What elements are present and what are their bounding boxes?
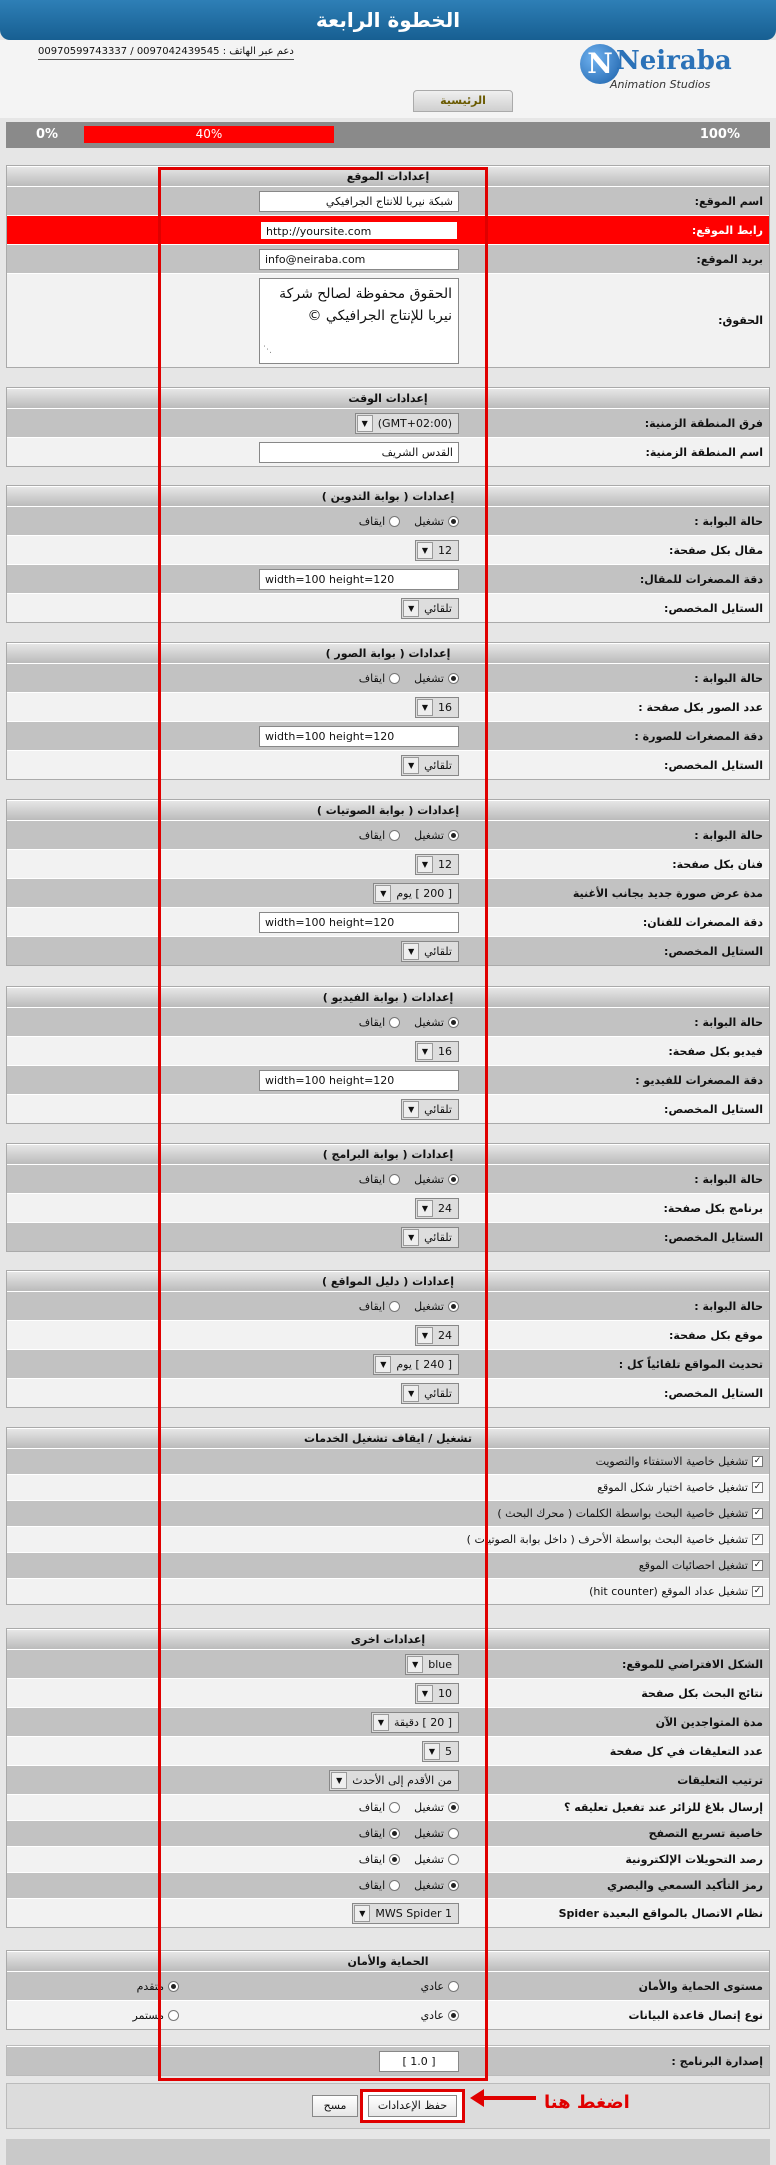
- comments-label: عدد التعليقات في كل صفحة: [609, 1745, 763, 1758]
- site-settings-section: [6, 165, 770, 368]
- chevron-down-icon: ▼: [424, 1743, 440, 1760]
- chevron-down-icon: ▼: [357, 415, 373, 432]
- select-value: تلقائي: [424, 945, 452, 958]
- programs-per-page-row: [7, 1193, 769, 1222]
- timezone-name-input[interactable]: القدس الشريف: [259, 442, 459, 463]
- images-settings-section: [6, 642, 770, 780]
- chevron-down-icon: ▼: [403, 943, 419, 960]
- chevron-down-icon: ▼: [417, 1327, 433, 1344]
- radio-label: تشغيل: [414, 1300, 444, 1313]
- service-checkbox[interactable]: [467, 1529, 763, 1550]
- blog-style-row: [7, 593, 769, 622]
- select-value: 16: [438, 1045, 452, 1058]
- captcha-row: [7, 1872, 769, 1898]
- audio-duration-row: [7, 878, 769, 907]
- radio-label: تشغيل: [414, 1016, 444, 1029]
- logo-icon: N: [580, 44, 620, 84]
- links-style-row: [7, 1378, 769, 1407]
- results-row: [7, 1678, 769, 1707]
- notify-row: [7, 1794, 769, 1820]
- images-per-page-row: [7, 692, 769, 721]
- status-label: حالة البوابة :: [694, 515, 763, 528]
- select-value: تلقائي: [424, 1231, 452, 1244]
- checkbox-label: تشغيل خاصية البحث بواسطة الأحرف ( داخل بوابة الصوتيات ): [466, 1533, 748, 1546]
- logo-subtitle: Animation Studios: [610, 78, 711, 91]
- update-select[interactable]: [373, 1354, 459, 1375]
- radio-icon: [448, 1828, 459, 1839]
- transfers-off-radio[interactable]: [359, 1853, 400, 1866]
- timezone-value: (GMT+02:00): [377, 417, 452, 430]
- site-url-row: [7, 215, 769, 244]
- radio-icon: [389, 673, 400, 684]
- online-select[interactable]: [371, 1712, 459, 1733]
- order-label: ترتيب التعليقات: [677, 1774, 763, 1787]
- logo-name: Neiraba: [616, 46, 732, 76]
- chevron-down-icon: ▼: [375, 1356, 391, 1373]
- radio-icon: [168, 2010, 179, 2021]
- select-value: blue: [428, 1658, 452, 1671]
- radio-icon: [389, 1174, 400, 1185]
- duration-label: مدة عرض صورة جديد بجانب الأغنية: [572, 887, 763, 900]
- programs-settings-section: [6, 1143, 770, 1252]
- checkmark-icon: ✓: [753, 1586, 762, 1596]
- radio-label: ايقاف: [358, 1853, 386, 1866]
- chevron-down-icon: ▼: [407, 1656, 423, 1673]
- site-email-label: بريد الموقع:: [696, 253, 763, 266]
- per-page-label: مقال بكل صفحة:: [669, 544, 763, 557]
- service-row: [7, 1552, 769, 1578]
- version-label: إصدارة البرنامج :: [671, 2055, 763, 2068]
- captcha-off-radio[interactable]: [359, 1879, 400, 1892]
- footer-bar: [6, 2139, 770, 2165]
- service-checkbox[interactable]: [639, 1555, 763, 1576]
- captcha-label: رمز التأكيد السمعي والبصري: [606, 1879, 763, 1892]
- notify-on-radio[interactable]: [414, 1801, 459, 1814]
- version-row: [7, 2046, 769, 2075]
- radio-icon: [448, 1301, 459, 1312]
- timezone-select[interactable]: [355, 413, 459, 434]
- radio-icon: [389, 516, 400, 527]
- links-update-row: [7, 1349, 769, 1378]
- radio-icon: [448, 830, 459, 841]
- style-label: الستايل المخصص:: [664, 945, 763, 958]
- chevron-down-icon: ▼: [403, 1229, 419, 1246]
- chevron-down-icon: ▼: [354, 1905, 370, 1922]
- style-select[interactable]: [401, 1227, 459, 1248]
- radio-label: ايقاف: [358, 1827, 386, 1840]
- order-select[interactable]: [329, 1770, 459, 1791]
- video-thumb-row: [7, 1065, 769, 1094]
- site-url-input[interactable]: http://yoursite.com: [259, 220, 459, 241]
- radio-icon: [389, 1880, 400, 1891]
- style-label: الستايل المخصص:: [664, 759, 763, 772]
- video-style-row: [7, 1094, 769, 1123]
- radio-icon: [448, 516, 459, 527]
- site-rights-row: [7, 273, 769, 367]
- radio-label: ايقاف: [358, 1801, 386, 1814]
- clear-button[interactable]: مسح: [312, 2095, 358, 2117]
- site-url-label: رابط الموقع:: [691, 224, 763, 237]
- db-row: [7, 2000, 769, 2029]
- chevron-down-icon: ▼: [403, 1385, 419, 1402]
- select-value: 5: [445, 1745, 452, 1758]
- radio-label: عادي: [420, 1980, 444, 1993]
- programs-style-row: [7, 1222, 769, 1251]
- radio-icon: [448, 673, 459, 684]
- thumb-label: دقة المصغرات للمقال:: [639, 573, 763, 586]
- select-value: MWS Spider 1: [375, 1907, 452, 1920]
- service-checkbox[interactable]: [497, 1503, 763, 1524]
- radio-icon: [448, 2010, 459, 2021]
- theme-label: الشكل الافتراضي للموقع:: [621, 1658, 763, 1671]
- select-value: 12: [438, 858, 452, 871]
- blog-per-page-row: [7, 535, 769, 564]
- chevron-down-icon: ▼: [373, 1714, 389, 1731]
- style-label: الستايل المخصص:: [664, 1387, 763, 1400]
- chevron-down-icon: ▼: [417, 1200, 433, 1217]
- service-row: [7, 1500, 769, 1526]
- db-label: نوع إتصال قاعدة البيانات: [628, 2009, 763, 2022]
- section-header: تشغيل / ايقاف تشغيل الخدمات: [7, 1428, 769, 1448]
- theme-select[interactable]: [405, 1654, 459, 1675]
- style-select[interactable]: [401, 1099, 459, 1120]
- site-name-input[interactable]: شبكة نيربا للانتاج الجرافيكي: [259, 191, 459, 212]
- security-level-row: [7, 1971, 769, 2000]
- radio-label: ايقاف: [358, 515, 386, 528]
- radio-label: ايقاف: [358, 672, 386, 685]
- select-value: 24: [438, 1329, 452, 1342]
- audio-per-page-row: [7, 849, 769, 878]
- security-advanced-radio[interactable]: [137, 1976, 179, 1997]
- service-checkbox[interactable]: [597, 1477, 763, 1498]
- audio-style-row: [7, 936, 769, 965]
- images-style-row: [7, 750, 769, 779]
- header: [0, 40, 776, 118]
- captcha-on-radio[interactable]: [414, 1879, 459, 1892]
- per-page-select[interactable]: [415, 697, 459, 718]
- timezone-name-row: [7, 437, 769, 466]
- speed-off-radio[interactable]: [359, 1827, 400, 1840]
- comments-select[interactable]: [422, 1741, 459, 1762]
- spider-select[interactable]: [352, 1903, 459, 1924]
- links-status-row: [7, 1291, 769, 1320]
- service-row: [7, 1526, 769, 1552]
- audio-status-row: [7, 820, 769, 849]
- spider-label: نظام الاتصال بالمواقع البعيدة Spider: [558, 1907, 763, 1920]
- site-email-input[interactable]: info@neiraba.com: [259, 249, 459, 270]
- blog-thumb-row: [7, 564, 769, 593]
- radio-icon: [389, 1802, 400, 1813]
- other-settings-section: [6, 1628, 770, 1928]
- site-rights-label: الحقوق:: [718, 314, 763, 327]
- per-page-label: فنان بكل صفحة:: [672, 858, 763, 871]
- chevron-down-icon: ▼: [417, 542, 433, 559]
- style-select[interactable]: [401, 1383, 459, 1404]
- select-value: من الأقدم إلى الأحدث: [352, 1774, 452, 1787]
- service-checkbox[interactable]: [589, 1581, 763, 1602]
- radio-icon: [389, 1017, 400, 1028]
- radio-label: عادي: [420, 2009, 444, 2022]
- radio-label: تشغيل: [414, 1801, 444, 1814]
- checkbox-label: تشغيل خاصية البحث بواسطة الكلمات ( محرك البحث ): [497, 1507, 748, 1520]
- chevron-down-icon: ▼: [403, 757, 419, 774]
- status-label: حالة البوابة :: [694, 672, 763, 685]
- notify-off-radio[interactable]: [359, 1801, 400, 1814]
- radio-icon: [448, 1981, 459, 1992]
- chevron-down-icon: ▼: [417, 699, 433, 716]
- radio-label: تشغيل: [414, 1879, 444, 1892]
- video-per-page-row: [7, 1036, 769, 1065]
- resize-grip-icon[interactable]: ⋰: [263, 345, 272, 355]
- links-settings-section: [6, 1270, 770, 1408]
- select-value: 12: [438, 544, 452, 557]
- images-status-row: [7, 663, 769, 692]
- status-off-radio[interactable]: [359, 829, 400, 842]
- radio-label: مستمر: [132, 2009, 164, 2022]
- select-value: [ 240 ] يوم: [396, 1358, 452, 1371]
- section-header: إعدادات الموقع: [7, 166, 769, 186]
- status-on-radio[interactable]: [414, 1173, 459, 1186]
- images-thumb-row: [7, 721, 769, 750]
- thumb-input[interactable]: width=100 height=120: [259, 726, 459, 747]
- transfers-row: [7, 1846, 769, 1872]
- per-page-label: موقع بكل صفحة:: [669, 1329, 763, 1342]
- radio-label: تشغيل: [414, 829, 444, 842]
- checkbox-label: تشغيل احصائيات الموقع: [638, 1559, 748, 1572]
- thumb-label: دقة المصغرات للفنان:: [642, 916, 763, 929]
- site-email-row: [7, 244, 769, 273]
- checkmark-icon: ✓: [753, 1534, 762, 1544]
- radio-label: تشغيل: [414, 1173, 444, 1186]
- blog-settings-section: [6, 485, 770, 623]
- select-value: 10: [438, 1687, 452, 1700]
- style-label: الستايل المخصص:: [664, 1103, 763, 1116]
- status-off-radio[interactable]: [359, 1173, 400, 1186]
- site-name-row: [7, 186, 769, 215]
- checkmark-icon: ✓: [753, 1508, 762, 1518]
- save-button[interactable]: حفظ الإعدادات: [368, 2095, 457, 2117]
- page-title: الخطوة الرابعة: [315, 8, 461, 32]
- radio-icon: [448, 1017, 459, 1028]
- comments-row: [7, 1736, 769, 1765]
- radio-icon: [168, 1981, 179, 1992]
- support-phone: دعم عبر الهاتف : 0097042439545 / 00970599743337: [38, 46, 294, 60]
- chevron-down-icon: ▼: [403, 1101, 419, 1118]
- home-tab[interactable]: الرئيسية: [413, 90, 513, 112]
- style-label: الستايل المخصص:: [664, 602, 763, 615]
- select-value: تلقائي: [424, 602, 452, 615]
- chevron-down-icon: ▼: [403, 600, 419, 617]
- time-settings-section: [6, 387, 770, 467]
- checkmark-icon: ✓: [753, 1456, 762, 1466]
- status-label: حالة البوابة :: [694, 829, 763, 842]
- section-header: إعدادات ( بوابة الصور ): [7, 643, 769, 663]
- status-off-radio[interactable]: [359, 1300, 400, 1313]
- per-page-select[interactable]: [415, 540, 459, 561]
- chevron-down-icon: ▼: [417, 856, 433, 873]
- radio-label: تشغيل: [414, 672, 444, 685]
- radio-label: ايقاف: [358, 1300, 386, 1313]
- per-page-label: عدد الصور بكل صفحة :: [638, 701, 763, 714]
- speed-on-radio[interactable]: [414, 1827, 459, 1840]
- radio-label: ايقاف: [358, 829, 386, 842]
- arrow-line: [476, 2096, 536, 2100]
- radio-icon: [389, 830, 400, 841]
- select-value: تلقائي: [424, 1387, 452, 1400]
- status-label: حالة البوابة :: [694, 1173, 763, 1186]
- style-select[interactable]: [401, 941, 459, 962]
- db-normal-radio[interactable]: [421, 2005, 459, 2026]
- section-header: إعدادات الوقت: [7, 388, 769, 408]
- status-on-radio[interactable]: [414, 1016, 459, 1029]
- select-value: تلقائي: [424, 759, 452, 772]
- select-value: تلقائي: [424, 1103, 452, 1116]
- service-checkbox[interactable]: [596, 1451, 763, 1472]
- progress-end-label: 100%: [699, 127, 740, 142]
- update-label: تحديث المواقع تلقائياً كل :: [618, 1358, 763, 1371]
- chevron-down-icon: ▼: [417, 1685, 433, 1702]
- transfers-on-radio[interactable]: [414, 1853, 459, 1866]
- radio-icon: [389, 1828, 400, 1839]
- status-on-radio[interactable]: [414, 672, 459, 685]
- status-off-radio[interactable]: [359, 515, 400, 528]
- checkbox-label: تشغيل خاصية الاستفتاء والتصويت: [595, 1455, 748, 1468]
- section-header: إعدادات ( بوابة الفيديو ): [7, 987, 769, 1007]
- progress-fill: 40%: [84, 126, 334, 143]
- chevron-down-icon: ▼: [375, 885, 391, 902]
- security-normal-radio[interactable]: [421, 1976, 459, 1997]
- thumb-label: دقة المصغرات للفيديو :: [635, 1074, 763, 1087]
- speed-label: خاصية تسريع التصفح: [648, 1827, 763, 1840]
- section-header: إعدادات ( دليل المواقع ): [7, 1271, 769, 1291]
- per-page-label: فيديو بكل صفحة:: [668, 1045, 763, 1058]
- status-off-radio[interactable]: [359, 672, 400, 685]
- spider-row: [7, 1898, 769, 1927]
- checkmark-icon: ✓: [753, 1482, 762, 1492]
- timezone-name-label: اسم المنطقة الزمنية:: [645, 446, 763, 459]
- radio-icon: [389, 1301, 400, 1312]
- style-select[interactable]: [401, 755, 459, 776]
- progress-bar: [6, 122, 770, 148]
- checkmark-icon: ✓: [753, 1560, 762, 1570]
- results-label: نتائج البحث بكل صفحة: [641, 1687, 763, 1700]
- status-label: حالة البوابة :: [694, 1300, 763, 1313]
- select-value: [ 20 ] دقيقة: [393, 1716, 452, 1729]
- checkbox-label: تشغيل خاصية اختيار شكل الموقع: [597, 1481, 748, 1494]
- radio-label: ايقاف: [358, 1173, 386, 1186]
- per-page-select[interactable]: [415, 1041, 459, 1062]
- site-rights-textarea[interactable]: [259, 278, 459, 364]
- speed-row: [7, 1820, 769, 1846]
- thumb-label: دقة المصغرات للصورة :: [634, 730, 763, 743]
- security-level-label: مستوى الحماية والأمان: [638, 1980, 763, 1993]
- section-header: الحماية والأمان: [7, 1951, 769, 1971]
- status-on-radio[interactable]: [414, 515, 459, 528]
- site-name-label: اسم الموقع:: [694, 195, 763, 208]
- order-row: [7, 1765, 769, 1794]
- services-section: [6, 1427, 770, 1605]
- radio-icon: [448, 1174, 459, 1185]
- radio-icon: [389, 1854, 400, 1865]
- audio-settings-section: [6, 799, 770, 966]
- programs-status-row: [7, 1164, 769, 1193]
- select-value: 16: [438, 701, 452, 714]
- checkbox-label: تشغيل عداد الموقع (hit counter): [589, 1585, 748, 1598]
- video-settings-section: [6, 986, 770, 1124]
- chevron-down-icon: ▼: [417, 1043, 433, 1060]
- links-per-page-row: [7, 1320, 769, 1349]
- theme-row: [7, 1649, 769, 1678]
- service-row: [7, 1578, 769, 1604]
- radio-label: تشغيل: [414, 1827, 444, 1840]
- timezone-row: [7, 408, 769, 437]
- db-persistent-radio[interactable]: [133, 2005, 179, 2026]
- per-page-label: برنامج بكل صفحة:: [663, 1202, 763, 1215]
- select-value: [ 200 ] يوم: [396, 887, 452, 900]
- version-section: [6, 2045, 770, 2076]
- per-page-select[interactable]: [415, 1325, 459, 1346]
- per-page-select[interactable]: [415, 1198, 459, 1219]
- radio-icon: [448, 1854, 459, 1865]
- thumb-input[interactable]: width=100 height=120: [259, 912, 459, 933]
- status-off-radio[interactable]: [359, 1016, 400, 1029]
- blog-status-row: [7, 506, 769, 535]
- video-status-row: [7, 1007, 769, 1036]
- style-label: الستايل المخصص:: [664, 1231, 763, 1244]
- service-row: [7, 1474, 769, 1500]
- section-header: إعدادات اخرى: [7, 1629, 769, 1649]
- status-on-radio[interactable]: [414, 1300, 459, 1313]
- radio-icon: [448, 1880, 459, 1891]
- service-row: [7, 1448, 769, 1474]
- per-page-select[interactable]: [415, 854, 459, 875]
- version-input[interactable]: [ 1.0 ]: [379, 2051, 459, 2072]
- radio-label: متقدم: [136, 1980, 164, 1993]
- radio-label: ايقاف: [358, 1016, 386, 1029]
- status-label: حالة البوابة :: [694, 1016, 763, 1029]
- section-header: إعدادات ( بوابة التدوين ): [7, 486, 769, 506]
- security-section: [6, 1950, 770, 2030]
- section-header: إعدادات ( بوابة البرامج ): [7, 1144, 769, 1164]
- status-on-radio[interactable]: [414, 829, 459, 842]
- audio-thumb-row: [7, 907, 769, 936]
- notify-label: إرسال بلاغ للزائر عند تفعيل تعليقه ؟: [564, 1801, 763, 1814]
- click-here-hint: اضغط هنا: [544, 2092, 630, 2113]
- select-value: 24: [438, 1202, 452, 1215]
- chevron-down-icon: ▼: [331, 1772, 347, 1789]
- page-title-bar: [0, 0, 776, 40]
- duration-select[interactable]: [373, 883, 459, 904]
- thumb-input[interactable]: width=100 height=120: [259, 569, 459, 590]
- thumb-input[interactable]: width=100 height=120: [259, 1070, 459, 1091]
- logo[interactable]: [580, 42, 750, 112]
- transfers-label: رصد التحويلات الإلكترونية: [625, 1853, 763, 1866]
- online-row: [7, 1707, 769, 1736]
- radio-label: ايقاف: [358, 1879, 386, 1892]
- style-select[interactable]: [401, 598, 459, 619]
- radio-label: تشغيل: [414, 515, 444, 528]
- progress-start-label: 0%: [36, 127, 59, 142]
- online-label: مدة المتواجدين الآن: [655, 1716, 763, 1729]
- section-header: إعدادات ( بوابة الصوتيات ): [7, 800, 769, 820]
- results-select[interactable]: [415, 1683, 459, 1704]
- radio-label: تشغيل: [414, 1853, 444, 1866]
- radio-icon: [448, 1802, 459, 1813]
- site-rights-text: الحقوق محفوظة لصالح شركة نيربا للإنتاج الجرافيكي ©: [279, 286, 452, 324]
- timezone-label: فرق المنطقة الزمنية:: [644, 417, 763, 430]
